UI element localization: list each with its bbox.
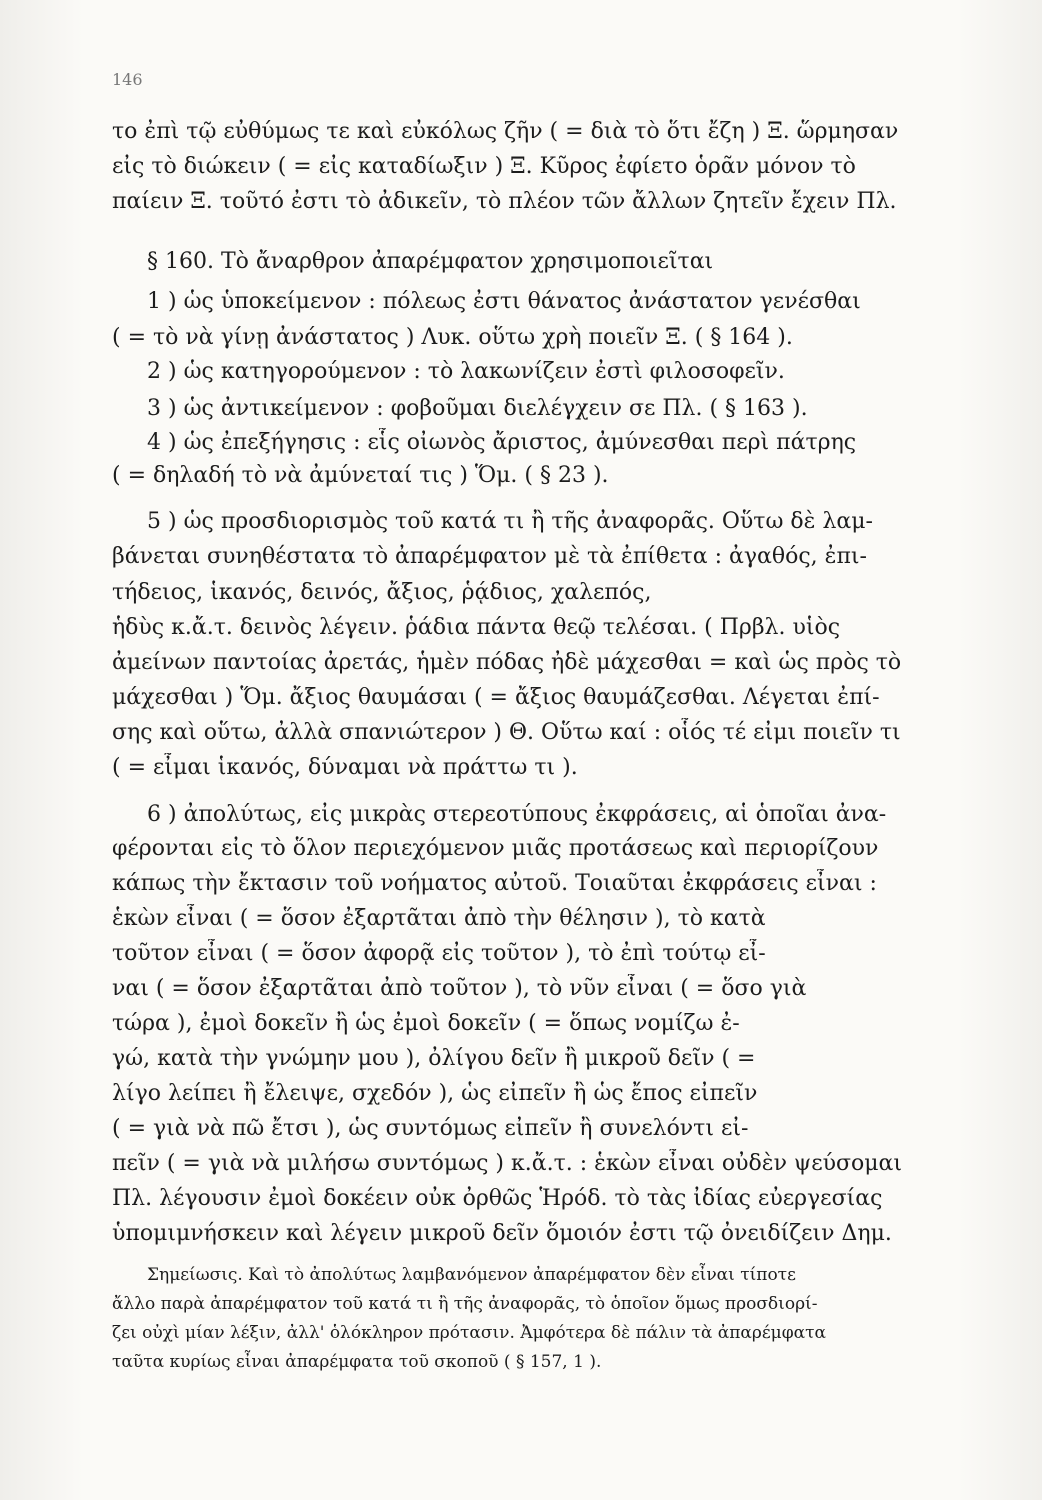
text-line: μάχεσθαι ) Ὅμ. ἄξιος θαυμάσαι ( = ἄξιος θαυμάζεσθαι. Λέγεται ἐπί- bbox=[112, 685, 880, 710]
text-line: σης καὶ οὕτω, ἀλλὰ σπανιώτερον ) Θ. Οὕτω καί : οἷός τέ εἰμι ποιεῖν τι bbox=[112, 720, 901, 745]
text-line: Πλ. λέγουσιν ἐμοὶ δοκέειν οὐκ ὀρθῶς Ἡρόδ. τὸ τὰς ἰδίας εὐεργεσίας bbox=[112, 1186, 883, 1211]
text-line: βάνεται συνηθέστατα τὸ ἀπαρέμφατον μὲ τὰ ἐπίθετα : ἀγαθός, ἐπι- bbox=[112, 544, 867, 569]
note-line: ζει οὐχὶ μίαν λέξιν, ἀλλ' ὁλόκληρον πρότασιν. Ἀμφότερα δὲ πάλιν τὰ ἀπαρέμφατα bbox=[112, 1323, 826, 1343]
text-line: 5 ) ὡς προσδιορισμὸς τοῦ κατά τι ἢ τῆς ἀναφορᾶς. Οὕτω δὲ λαμ- bbox=[147, 509, 873, 534]
text-line: ( = γιὰ νὰ πῶ ἔτσι ), ὡς συντόμως εἰπεῖν ἢ συνελόντι εἰ- bbox=[112, 1116, 749, 1141]
text-line: τήδειος, ἱκανός, δεινός, ἄξιος, ῥᾴδιος, χαλεπός, bbox=[112, 580, 652, 605]
text-line: 6 ) ἀπολύτως, εἰς μικρὰς στερεοτύπους ἐκφράσεις, αἱ ὁποῖαι ἀνα- bbox=[147, 802, 887, 827]
text-line: παίειν Ξ. τοῦτό ἐστι τὸ ἀδικεῖν, τὸ πλέον τῶν ἄλλων ζητεῖν ἔχειν Πλ. bbox=[112, 189, 897, 214]
text-line: ἡδὺς κ.ἄ.τ. δεινὸς λέγειν. ῥάδια πάντα θεῷ τελέσαι. ( Πρβλ. υἱὸς bbox=[112, 615, 841, 640]
text-line: εἰς τὸ διώκειν ( = εἰς καταδίωξιν ) Ξ. Κῦρος ἐφίετο ὁρᾶν μόνον τὸ bbox=[112, 154, 856, 179]
text-line: 4 ) ὡς ἐπεξήγησις : εἷς οἰωνὸς ἄριστος, ἀμύνεσθαι περὶ πάτρης bbox=[147, 430, 857, 455]
text-line: φέρονται εἰς τὸ ὅλον περιεχόμενον μιᾶς προτάσεως καὶ περιορίζουν bbox=[112, 836, 879, 861]
text-line: 2 ) ὡς κατηγορούμενον : τὸ λακωνίζειν ἐστὶ φιλοσοφεῖν. bbox=[147, 359, 785, 384]
text-line: λίγο λείπει ἢ ἔλειψε, σχεδόν ), ὡς εἰπεῖν ἢ ὡς ἔπος εἰπεῖν bbox=[112, 1081, 758, 1106]
note-line: Σημείωσις. Καὶ τὸ ἀπολύτως λαμβανόμενον ἀπαρέμφατον δὲν εἶναι τίποτε bbox=[147, 1265, 796, 1285]
text-line: 1 ) ὡς ὑποκείμενον : πόλεως ἐστι θάνατος ἀνάστατον γενέσθαι bbox=[147, 289, 861, 314]
text-line: το ἐπὶ τῷ εὐθύμως τε καὶ εὐκόλως ζῆν ( = διὰ τὸ ὅτι ἔζη ) Ξ. ὥρμησαν bbox=[112, 119, 899, 144]
section-heading: § 160. Τὸ ἄναρθρον ἀπαρέμφατον χρησιμοποιεῖται bbox=[147, 249, 714, 274]
text-line: ( = δηλαδή τὸ νὰ ἀμύνεταί τις ) Ὅμ. ( § 23 ). bbox=[112, 463, 609, 488]
text-line: κάπως τὴν ἔκτασιν τοῦ νοήματος αὐτοῦ. Τοιαῦται ἐκφράσεις εἶναι : bbox=[112, 871, 877, 896]
text-line: τώρα ), ἐμοὶ δοκεῖν ἢ ὡς ἐμοὶ δοκεῖν ( = ὅπως νομίζω ἐ- bbox=[112, 1011, 740, 1036]
text-line: ( = τὸ νὰ γίνῃ ἀνάστατος ) Λυκ. οὕτω χρὴ ποιεῖν Ξ. ( § 164 ). bbox=[112, 325, 793, 350]
text-line: ἀμείνων παντοίας ἀρετάς, ἡμὲν πόδας ἠδὲ μάχεσθαι = καὶ ὡς πρὸς τὸ bbox=[112, 650, 902, 675]
text-line: πεῖν ( = γιὰ νὰ μιλήσω συντόμως ) κ.ἄ.τ. : ἑκὼν εἶναι οὐδὲν ψεύσομαι bbox=[112, 1151, 903, 1176]
text-line: ἑκὼν εἶναι ( = ὅσον ἐξαρτᾶται ἀπὸ τὴν θέλησιν ), τὸ κατὰ bbox=[112, 906, 766, 931]
text-line: ( = εἶμαι ἱκανός, δύναμαι νὰ πράττω τι ). bbox=[112, 755, 578, 780]
text-line: τοῦτον εἶναι ( = ὅσον ἀφορᾷ εἰς τοῦτον ), τὸ ἐπὶ τούτῳ εἶ- bbox=[112, 941, 766, 966]
note-line: ταῦτα κυρίως εἶναι ἀπαρέμφατα τοῦ σκοποῦ ( § 157, 1 ). bbox=[112, 1352, 602, 1372]
text-line: 3 ) ὡς ἀντικείμενον : φοβοῦμαι διελέγχειν σε Πλ. ( § 163 ). bbox=[147, 396, 808, 421]
text-line: γώ, κατὰ τὴν γνώμην μου ), ὀλίγου δεῖν ἢ μικροῦ δεῖν ( = bbox=[112, 1046, 756, 1071]
text-line: ναι ( = ὅσον ἐξαρτᾶται ἀπὸ τοῦτον ), τὸ νῦν εἶναι ( = ὅσο γιὰ bbox=[112, 976, 807, 1001]
note-line: ἄλλο παρὰ ἀπαρέμφατον τοῦ κατά τι ἢ τῆς ἀναφορᾶς, τὸ ὁποῖον ὅμως προσδιορί- bbox=[112, 1294, 818, 1314]
page-number: 146 bbox=[112, 70, 143, 89]
text-line: ὑπομιμνήσκειν καὶ λέγειν μικροῦ δεῖν ὅμοιόν ἐστι τῷ ὀνειδίζειν Δημ. bbox=[112, 1221, 892, 1246]
